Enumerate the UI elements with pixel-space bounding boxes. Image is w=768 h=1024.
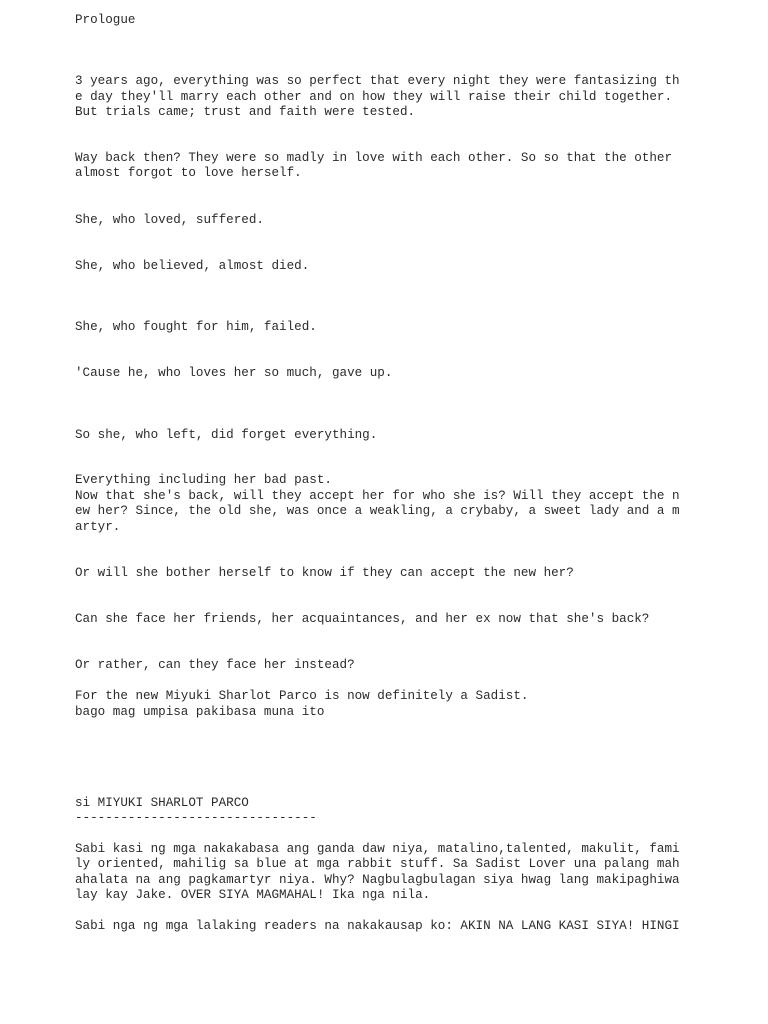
text-line: e day they'll marry each other and on how they will raise their child together. <box>75 90 673 104</box>
text-line: Or will she bother herself to know if they can accept the new her? <box>75 566 574 580</box>
section-heading: si MIYUKI SHARLOT PARCO <box>75 796 249 810</box>
text-line: She, who loved, suffered. <box>75 213 264 227</box>
text-line: Or rather, can they face her instead? <box>75 658 355 672</box>
text-line: almost forgot to love herself. <box>75 166 302 180</box>
text-line: ly oriented, mahilig sa blue at mga rabbit stuff. Sa Sadist Lover una palang mah <box>75 857 680 871</box>
text-line: ahalata na ang pagkamartyr niya. Why? Nagbulagbulagan siya hwag lang makipaghiwa <box>75 873 680 887</box>
document-heading: Prologue <box>75 13 136 27</box>
text-line: artyr. <box>75 520 121 534</box>
text-line: lay kay Jake. OVER SIYA MAGMAHAL! Ika nga nila. <box>75 888 431 902</box>
text-line: Now that she's back, will they accept her for who she is? Will they accept the n <box>75 489 680 503</box>
text-line: Sabi kasi ng mga nakakabasa ang ganda daw niya, matalino,talented, makulit, fami <box>75 842 680 856</box>
text-line: Sabi nga ng mga lalaking readers na nakakausap ko: AKIN NA LANG KASI SIYA! HINGI <box>75 919 680 933</box>
text-line: ew her? Since, the old she, was once a weakling, a crybaby, a sweet lady and a m <box>75 504 680 518</box>
text-line: For the new Miyuki Sharlot Parco is now definitely a Sadist. <box>75 689 529 703</box>
section-underline: -------------------------------- <box>75 811 317 825</box>
text-line: 'Cause he, who loves her so much, gave up. <box>75 366 393 380</box>
text-line: Way back then? They were so madly in love with each other. So so that the other <box>75 151 673 165</box>
text-line: She, who fought for him, failed. <box>75 320 317 334</box>
text-line: 3 years ago, everything was so perfect that every night they were fantasizing th <box>75 74 680 88</box>
text-line: She, who believed, almost died. <box>75 259 310 273</box>
text-line: bago mag umpisa pakibasa muna ito <box>75 705 325 719</box>
text-line: Can she face her friends, her acquaintances, and her ex now that she's back? <box>75 612 650 626</box>
text-line: But trials came; trust and faith were tested. <box>75 105 416 119</box>
text-line: So she, who left, did forget everything. <box>75 428 378 442</box>
text-line: Everything including her bad past. <box>75 473 332 487</box>
